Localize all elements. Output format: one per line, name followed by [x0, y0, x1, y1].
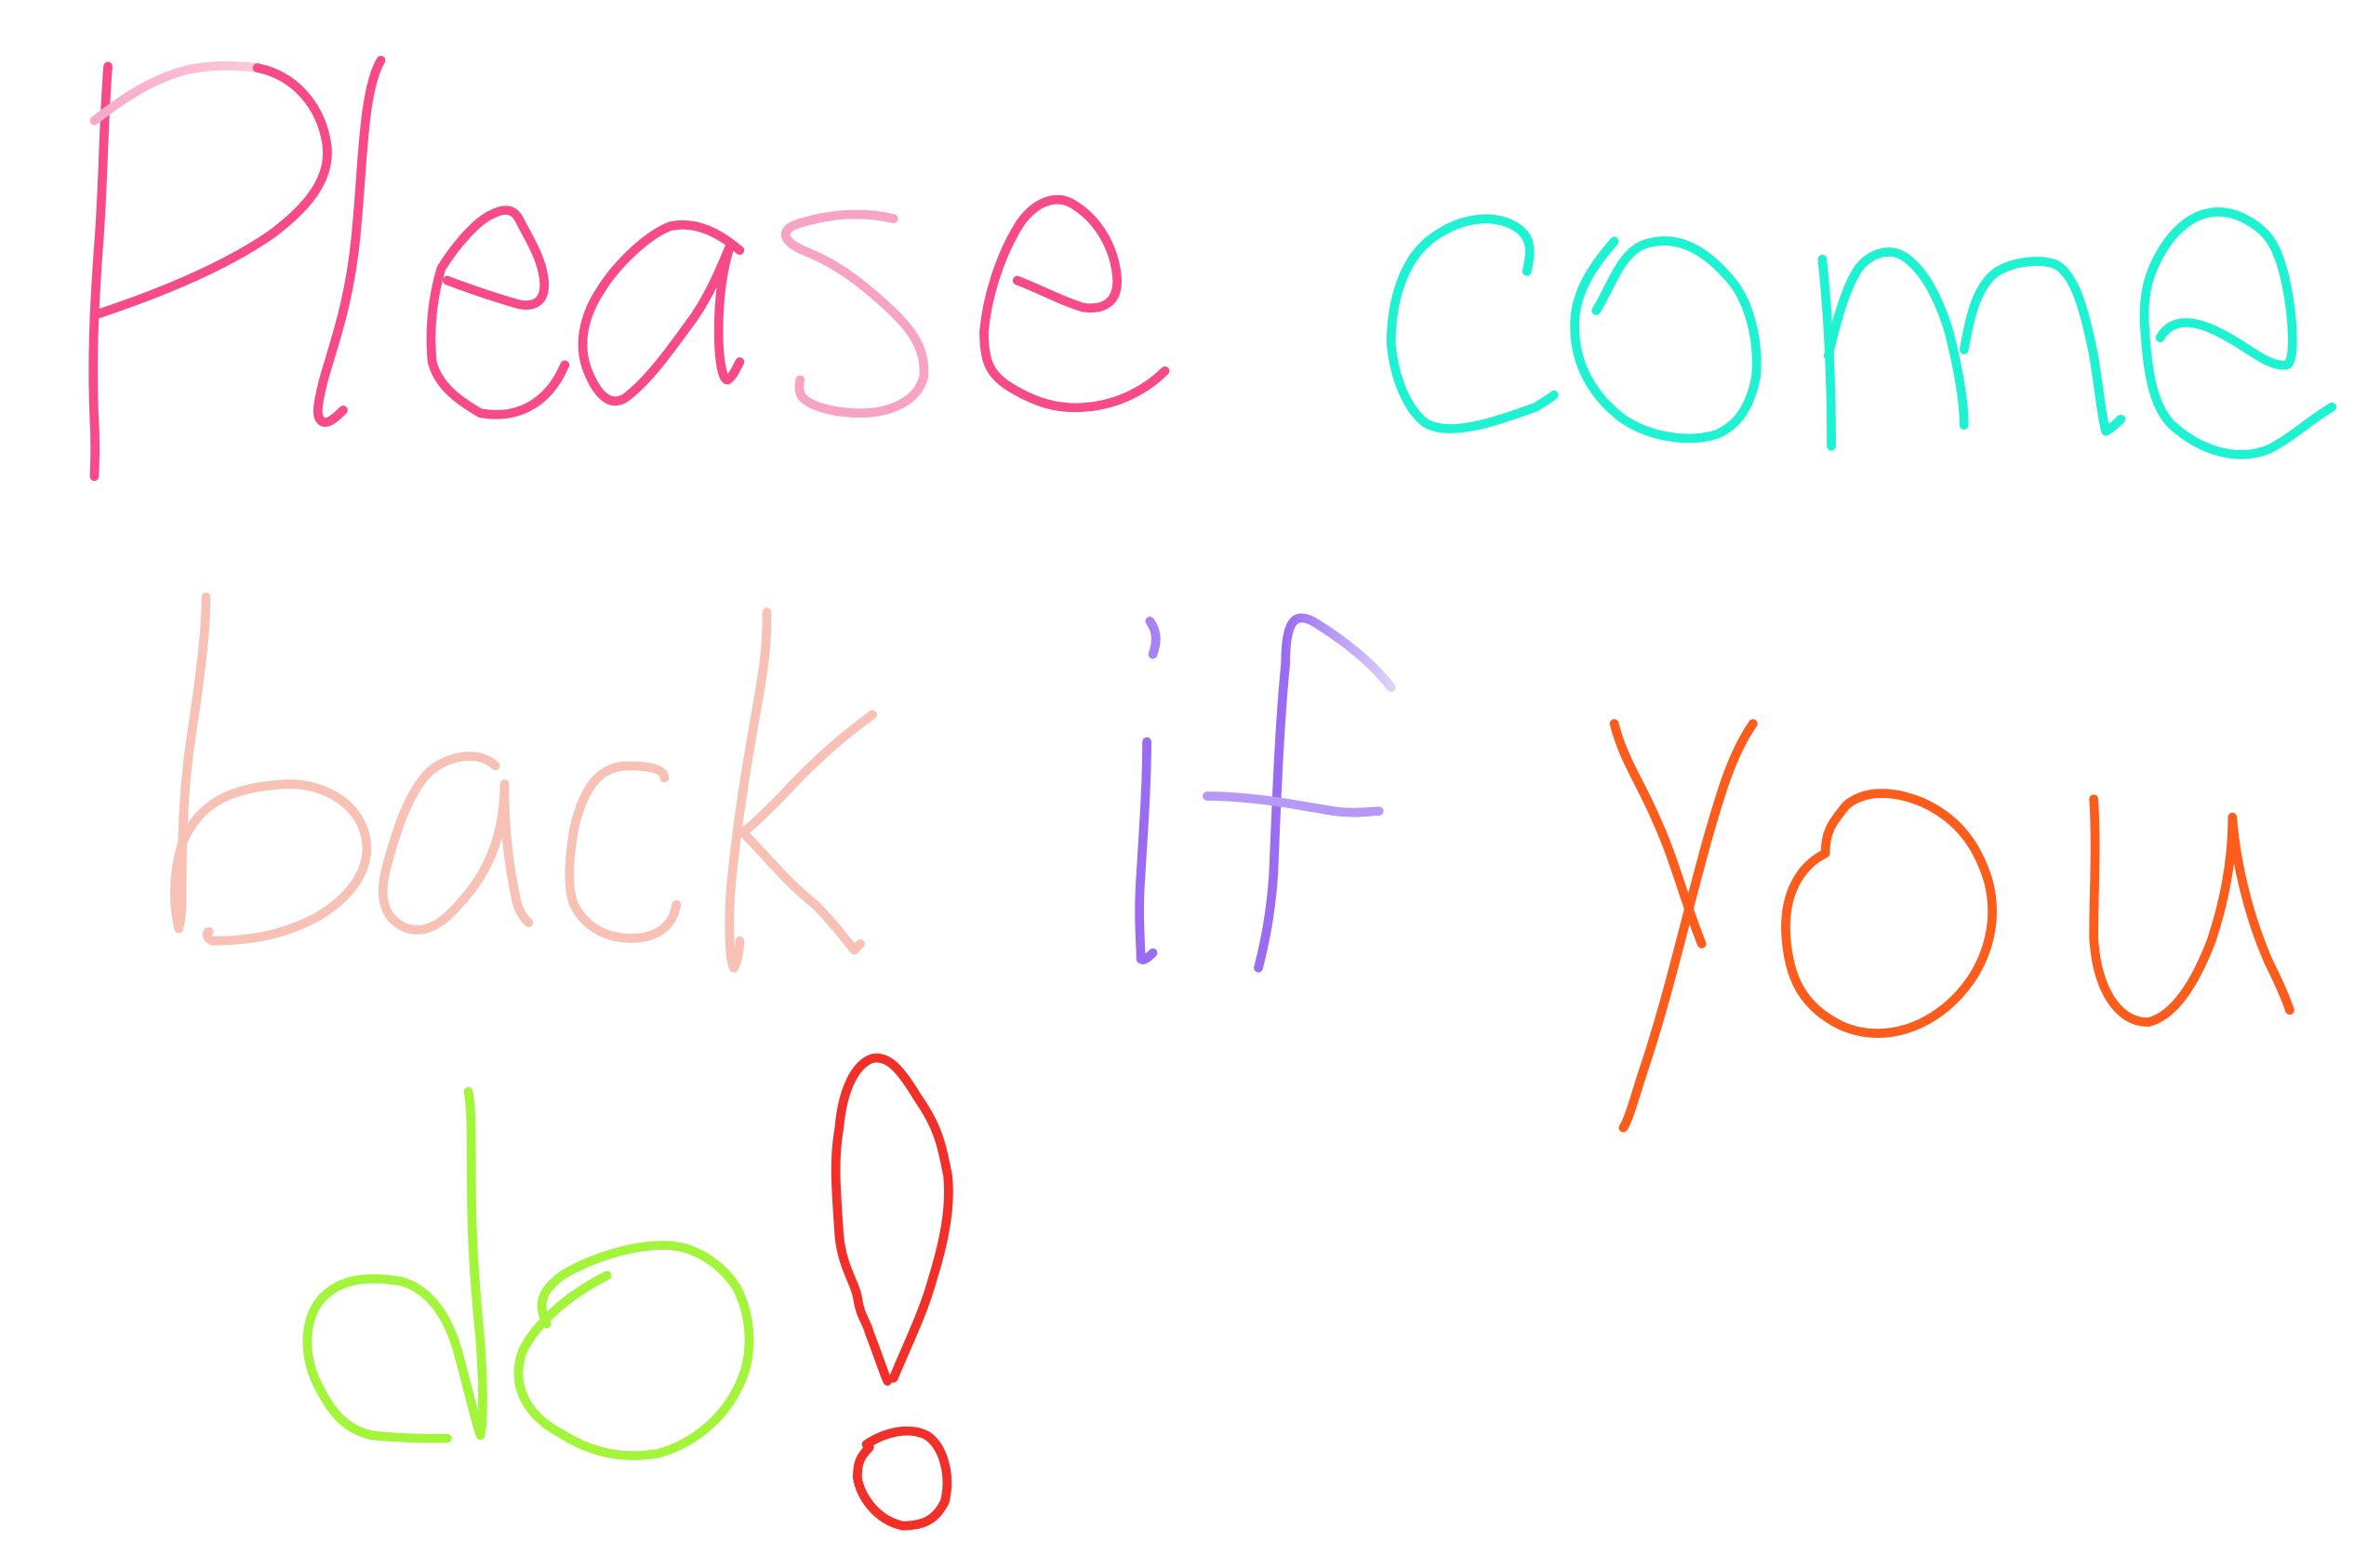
letter-f-stem	[1258, 663, 1285, 967]
word-please	[93, 60, 1164, 476]
letter-o-first	[1575, 241, 1757, 438]
letter-d	[307, 1092, 483, 1439]
word-do	[307, 1092, 749, 1455]
letter-p-bowl	[99, 68, 327, 313]
letter-o-you	[1786, 793, 1992, 1033]
word-back	[175, 597, 872, 968]
letter-i-stem	[1139, 742, 1152, 960]
exclamation-stem	[836, 1058, 949, 1381]
letter-f-top	[1285, 618, 1390, 687]
exclamation-dot	[858, 1431, 947, 1526]
letter-s	[786, 214, 924, 413]
letter-k	[729, 612, 872, 968]
letter-p-stem	[93, 66, 108, 476]
word-if	[1139, 618, 1391, 967]
word-come	[1391, 212, 2333, 455]
letter-a-back	[383, 756, 529, 930]
letter-y	[1615, 724, 1753, 1127]
letter-i-dot	[1150, 621, 1155, 655]
letter-p-top-stroke	[95, 66, 258, 121]
letter-u	[2094, 799, 2290, 1022]
exclamation-mark	[836, 1058, 949, 1526]
letter-a	[583, 225, 740, 402]
letter-o-do	[518, 1245, 749, 1455]
letter-e-first	[431, 210, 565, 415]
letter-e-come	[2144, 212, 2332, 455]
letter-b	[175, 597, 367, 941]
letter-c-first	[1391, 219, 1554, 429]
word-you	[1615, 724, 2290, 1127]
letter-e-second	[984, 200, 1165, 408]
letter-c-back	[569, 766, 676, 938]
letter-m	[1822, 252, 2121, 446]
letter-f-crossbar	[1207, 796, 1379, 813]
letter-l	[318, 60, 381, 422]
